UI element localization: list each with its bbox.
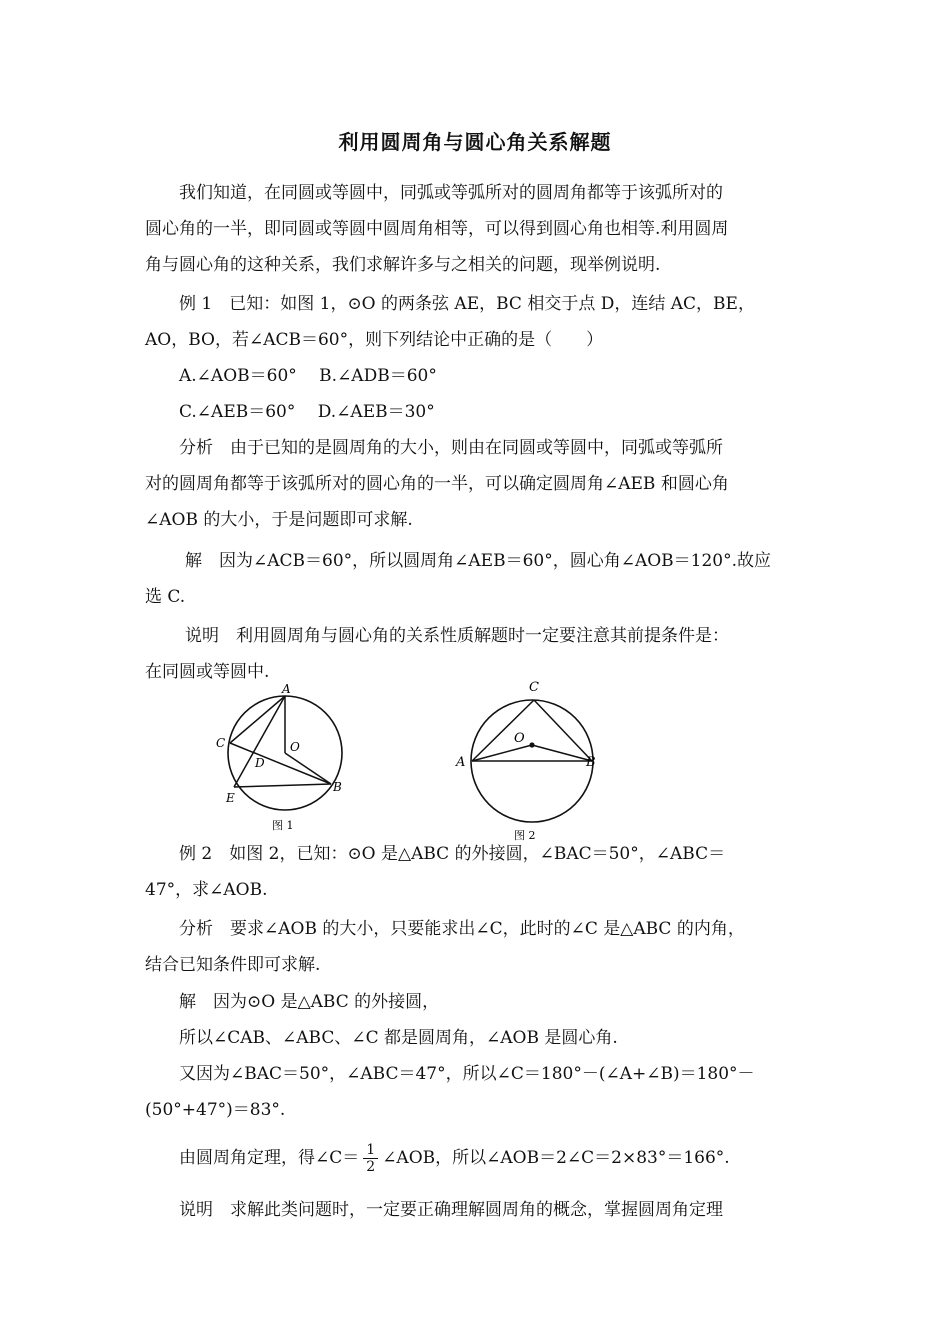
segment-ca [472,700,534,761]
example2-analysis [145,911,809,983]
example2-solution [145,984,809,1128]
page-title: 利用圆周角与圆心角关系解题 [338,130,612,154]
figure-2 [450,675,610,845]
example2-question [145,836,809,908]
example1-question [145,286,809,358]
segment-ae [234,696,285,787]
figure-1 [212,680,362,840]
example1-options [145,358,809,430]
text-line: 选 C. [145,587,186,607]
text-line: 结合已知条件即可求解. [145,955,321,975]
fraction-numerator: 1 [363,1142,378,1159]
example2-note [145,1192,809,1228]
text-line: 圆心角的一半，即同圆或等圆中圆周角相等，可以得到圆心角也相等.利用圆周 [145,219,729,239]
label-c: C [216,736,226,750]
text-line: 例 1 已知：如图 1，⊙O 的两条弦 AE，BC 相交于点 D，连结 AC，BE， [179,294,755,314]
label-o: O [514,731,525,746]
text-line: 在同圆或等圆中. [145,662,270,682]
text-line: 对的圆周角都等于该弧所对的圆心角的一半，可以确定圆周角∠AEB 和圆心角 [145,474,729,494]
figure-2-caption: 图 2 [514,829,536,842]
center-point [529,742,534,747]
text-line: 例 2 如图 2，已知：⊙O 是△ABC 的外接圆，∠BAC＝50°，∠ABC＝ [179,844,726,864]
text-line: 解 因为∠ACB＝60°，所以圆周角∠AEB＝60°，圆心角∠AOB＝120°.故应 [185,551,772,571]
example1-solution [145,543,809,615]
text-line: AO，BO，若∠ACB＝60°，则下列结论中正确的是（ ） [145,330,604,350]
text-line: 解 因为⊙O 是△ABC 的外接圆， [179,992,440,1012]
segment-cb [230,743,331,784]
text-line: (50°+47°)＝83°. [145,1100,286,1120]
example2-theorem [145,1136,809,1180]
text-line: 分析 由于已知的是圆周角的大小，则由在同圆或等圆中，同弧或等弧所 [179,438,723,458]
text-line: 所以∠CAB、∠ABC、∠C 都是圆周角，∠AOB 是圆心角. [179,1028,618,1048]
fraction-one-half [363,1142,378,1175]
label-d: D [255,756,265,770]
text-line: 分析 要求∠AOB 的大小，只要能求出∠C，此时的∠C 是△ABC 的内角， [179,919,745,939]
option-line: C.∠AEB＝60° D.∠AEB＝30° [179,402,435,422]
segment-bo [532,745,592,761]
label-b: B [586,755,596,770]
text-line: 角与圆心角的这种关系，我们求解许多与之相关的问题，现举例说明. [145,255,661,275]
text-line: 又因为∠BAC＝50°，∠ABC＝47°，所以∠C＝180°－(∠A+∠B)＝180°－ [179,1064,755,1084]
text-line: 说明 利用圆周角与圆心角的关系性质解题时一定要注意其前提条件是： [185,626,729,646]
label-o: O [290,740,300,754]
theorem-before: 由圆周角定理，得∠C＝ [179,1148,360,1168]
text-line: 我们知道，在同圆或等圆中，同弧或等弧所对的圆周角都等于该弧所对的 [179,183,723,203]
text-line: 47°，求∠AOB. [145,880,268,900]
label-c: C [529,680,539,695]
figure-2-lines [472,700,592,761]
intro-paragraph [145,175,809,283]
figure-1-lines [230,696,331,787]
label-a: A [282,682,291,696]
fraction-denominator: 2 [366,1159,376,1175]
label-a: A [456,755,466,770]
figure-1-caption: 图 1 [272,819,294,832]
text-line: 说明 求解此类问题时，一定要正确理解圆周角的概念，掌握圆周角定理 [179,1200,723,1220]
text-line [145,1136,809,1180]
example1-analysis [145,430,809,538]
theorem-after: ∠AOB，所以∠AOB＝2∠C＝2×83°＝166°. [382,1148,730,1168]
label-b: B [333,780,342,794]
segment-eb [234,784,331,787]
option-line: A.∠AOB＝60° B.∠ADB＝60° [179,366,437,386]
label-e: E [226,791,235,805]
text-line: ∠AOB 的大小，于是问题即可求解. [145,510,413,530]
